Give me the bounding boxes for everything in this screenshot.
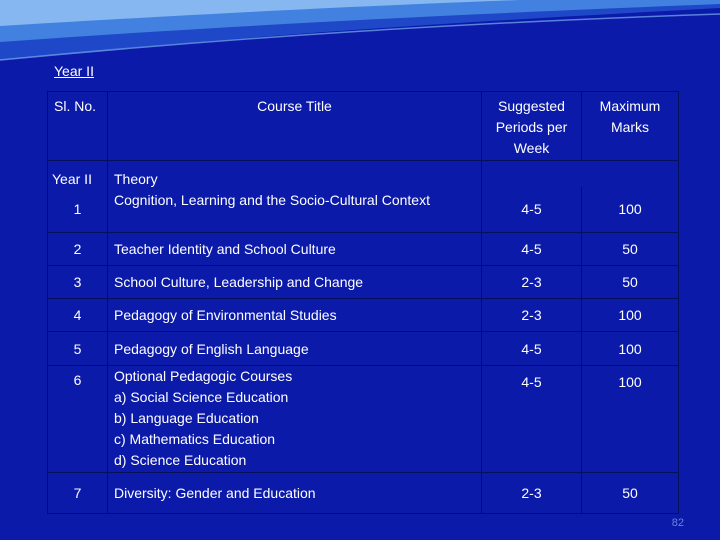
header-course-title: Course Title	[108, 92, 482, 161]
row-periods: 2-3	[482, 472, 582, 513]
row-marks: 100	[582, 299, 679, 332]
sub-item: c) Mathematics Education	[114, 430, 276, 447]
row-title-cell	[108, 365, 482, 472]
row-sl: 7	[48, 472, 108, 513]
table-row	[48, 265, 679, 298]
row-periods: 4-5	[482, 232, 582, 265]
row-sl: 3	[48, 265, 108, 298]
row-title: Pedagogy of Environmental Studies	[108, 299, 482, 332]
section-label: Year II	[48, 160, 108, 187]
sub-item: d) Science Education	[114, 451, 247, 468]
row-title: School Culture, Leadership and Change	[108, 265, 482, 298]
row-sl: 1	[48, 187, 108, 232]
row-sl: 6	[48, 365, 108, 472]
header-sl-no: Sl. No.	[48, 92, 108, 161]
decorative-swoosh	[0, 0, 720, 80]
row-periods: 4-5	[482, 365, 582, 472]
table-row	[48, 332, 679, 365]
row-marks: 50	[582, 232, 679, 265]
row-title: Diversity: Gender and Education	[108, 472, 482, 513]
row-periods: 2-3	[482, 265, 582, 298]
row-periods: 2-3	[482, 299, 582, 332]
sub-item: b) Language Education	[114, 409, 259, 426]
row-marks: 100	[582, 332, 679, 365]
section-title: Theory	[108, 160, 482, 187]
row-marks: 50	[582, 472, 679, 513]
sub-item: a) Social Science Education	[114, 388, 289, 405]
row-periods: 4-5	[482, 187, 582, 232]
row-marks: 50	[582, 265, 679, 298]
table-row	[48, 472, 679, 513]
row-title: Optional Pedagogic Courses	[114, 367, 293, 384]
row-title: Cognition, Learning and the Socio-Cultural Context	[108, 187, 482, 232]
row-sl: 4	[48, 299, 108, 332]
row-marks: 100	[582, 187, 679, 232]
page-heading: Year II	[54, 63, 94, 79]
row-title: Pedagogy of English Language	[108, 332, 482, 365]
header-marks: Maximum Marks	[582, 92, 679, 161]
row-marks: 100	[582, 365, 679, 472]
course-table	[47, 91, 679, 514]
table-row	[48, 299, 679, 332]
table-row	[48, 365, 679, 472]
page-number: 82	[671, 517, 684, 529]
row-sl: 2	[48, 232, 108, 265]
section-row	[48, 160, 679, 187]
row-periods: 4-5	[482, 332, 582, 365]
table-row	[48, 187, 679, 232]
row-sl: 5	[48, 332, 108, 365]
header-periods: Suggested Periods per Week	[482, 92, 582, 161]
row-title: Teacher Identity and School Culture	[108, 232, 482, 265]
table-header-row	[48, 92, 679, 161]
table-row	[48, 232, 679, 265]
